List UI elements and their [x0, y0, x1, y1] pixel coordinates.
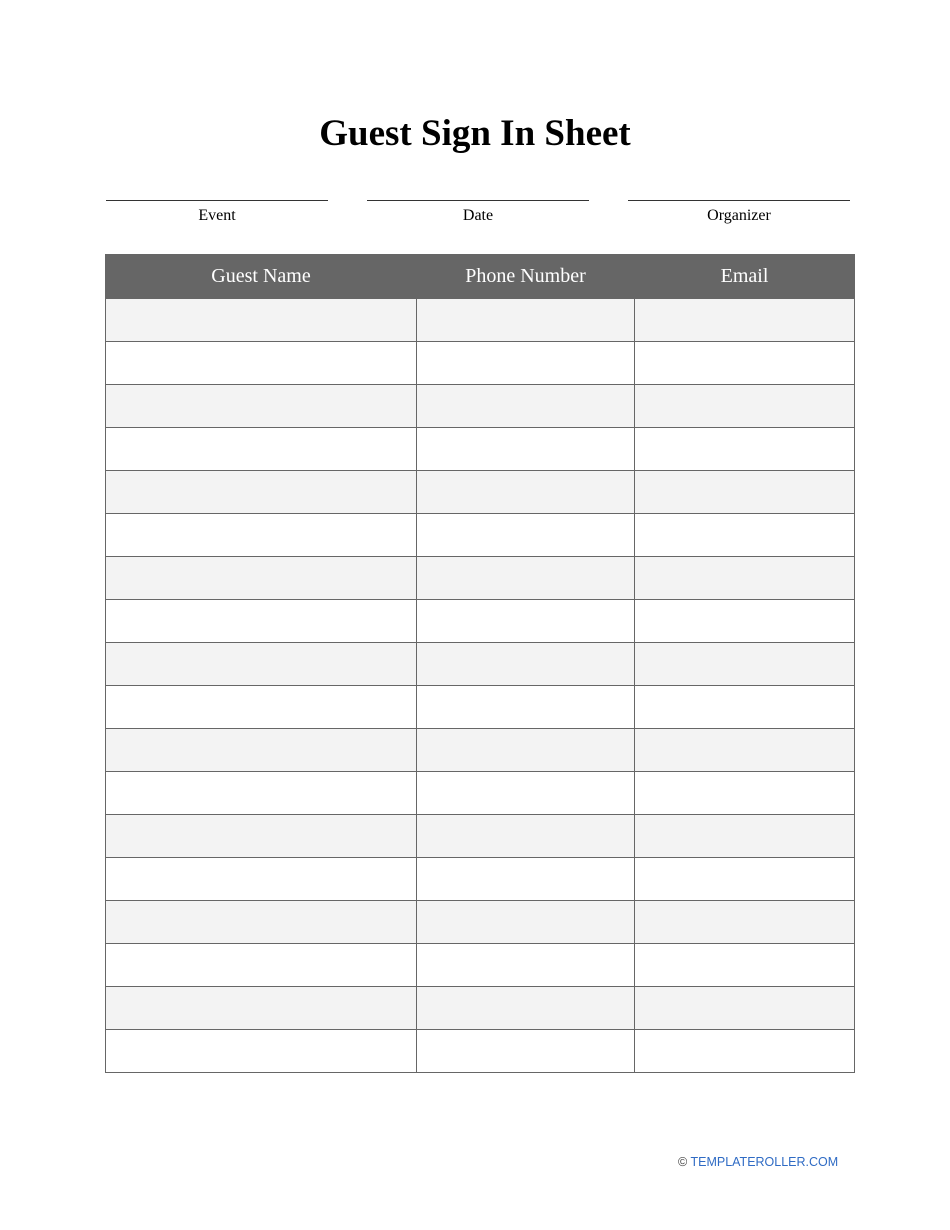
- event-line: [106, 200, 328, 201]
- table-row: [106, 557, 855, 600]
- email-cell[interactable]: [635, 858, 855, 901]
- guest-name-cell[interactable]: [106, 944, 417, 987]
- table-row: [106, 428, 855, 471]
- guest-name-cell[interactable]: [106, 772, 417, 815]
- email-cell[interactable]: [635, 987, 855, 1030]
- phone-number-cell[interactable]: [417, 643, 635, 686]
- phone-number-cell[interactable]: [417, 1030, 635, 1073]
- phone-number-cell[interactable]: [417, 342, 635, 385]
- guest-name-cell[interactable]: [106, 1030, 417, 1073]
- table-row: [106, 600, 855, 643]
- email-cell[interactable]: [635, 471, 855, 514]
- guest-name-cell[interactable]: [106, 600, 417, 643]
- guest-name-cell[interactable]: [106, 471, 417, 514]
- guest-table: [105, 254, 855, 1073]
- table-row: [106, 299, 855, 342]
- guest-name-cell[interactable]: [106, 643, 417, 686]
- phone-number-cell[interactable]: [417, 729, 635, 772]
- table-row: [106, 643, 855, 686]
- email-cell[interactable]: [635, 1030, 855, 1073]
- table-row: [106, 858, 855, 901]
- date-field[interactable]: [367, 200, 589, 225]
- phone-number-cell[interactable]: [417, 514, 635, 557]
- phone-number-cell[interactable]: [417, 385, 635, 428]
- organizer-field[interactable]: [628, 200, 850, 225]
- email-cell[interactable]: [635, 815, 855, 858]
- phone-number-cell[interactable]: [417, 557, 635, 600]
- email-cell[interactable]: [635, 729, 855, 772]
- page-title: Guest Sign In Sheet: [319, 113, 631, 154]
- phone-number-cell[interactable]: [417, 944, 635, 987]
- table-row: [106, 944, 855, 987]
- phone-number-cell[interactable]: [417, 686, 635, 729]
- guest-name-cell[interactable]: [106, 815, 417, 858]
- email-cell[interactable]: [635, 944, 855, 987]
- copyright-icon: ©: [678, 1155, 688, 1169]
- guest-name-cell[interactable]: [106, 858, 417, 901]
- table-row: [106, 385, 855, 428]
- table-row: [106, 987, 855, 1030]
- guest-name-cell[interactable]: [106, 514, 417, 557]
- phone-number-cell[interactable]: [417, 299, 635, 342]
- guest-name-cell[interactable]: [106, 428, 417, 471]
- guest-name-cell[interactable]: [106, 686, 417, 729]
- table-row: [106, 1030, 855, 1073]
- email-cell[interactable]: [635, 901, 855, 944]
- table-row: [106, 471, 855, 514]
- table-row: [106, 686, 855, 729]
- phone-number-cell[interactable]: [417, 428, 635, 471]
- guest-name-cell[interactable]: [106, 299, 417, 342]
- table-body: [106, 299, 855, 1073]
- email-cell[interactable]: [635, 772, 855, 815]
- guest-name-cell[interactable]: [106, 385, 417, 428]
- email-cell[interactable]: [635, 385, 855, 428]
- footer-brand[interactable]: [678, 1155, 838, 1169]
- guest-name-cell[interactable]: [106, 729, 417, 772]
- email-cell[interactable]: [635, 686, 855, 729]
- table-row: [106, 514, 855, 557]
- phone-number-cell[interactable]: [417, 858, 635, 901]
- table-row: [106, 772, 855, 815]
- table-row: [106, 342, 855, 385]
- table-header-row: [106, 255, 855, 299]
- phone-number-cell[interactable]: [417, 471, 635, 514]
- table-row: [106, 901, 855, 944]
- email-cell[interactable]: [635, 299, 855, 342]
- date-label: Date: [462, 207, 494, 224]
- organizer-line: [628, 200, 850, 201]
- email-cell[interactable]: [635, 342, 855, 385]
- phone-number-cell[interactable]: [417, 901, 635, 944]
- email-cell[interactable]: [635, 514, 855, 557]
- header-email: Email: [635, 255, 855, 299]
- email-cell[interactable]: [635, 600, 855, 643]
- email-cell[interactable]: [635, 557, 855, 600]
- date-line: [367, 200, 589, 201]
- phone-number-cell[interactable]: [417, 600, 635, 643]
- header-guest-name: Guest Name: [106, 255, 417, 299]
- guest-name-cell[interactable]: [106, 342, 417, 385]
- event-label: Event: [198, 207, 236, 224]
- guest-name-cell[interactable]: [106, 901, 417, 944]
- phone-number-cell[interactable]: [417, 815, 635, 858]
- email-cell[interactable]: [635, 643, 855, 686]
- phone-number-cell[interactable]: [417, 987, 635, 1030]
- guest-name-cell[interactable]: [106, 557, 417, 600]
- phone-number-cell[interactable]: [417, 772, 635, 815]
- table-row: [106, 815, 855, 858]
- email-cell[interactable]: [635, 428, 855, 471]
- organizer-label: Organizer: [707, 207, 771, 224]
- event-field[interactable]: [106, 200, 328, 225]
- header-phone-number: Phone Number: [417, 255, 635, 299]
- guest-name-cell[interactable]: [106, 987, 417, 1030]
- brand-link[interactable]: TEMPLATEROLLER.COM: [690, 1155, 839, 1169]
- table-row: [106, 729, 855, 772]
